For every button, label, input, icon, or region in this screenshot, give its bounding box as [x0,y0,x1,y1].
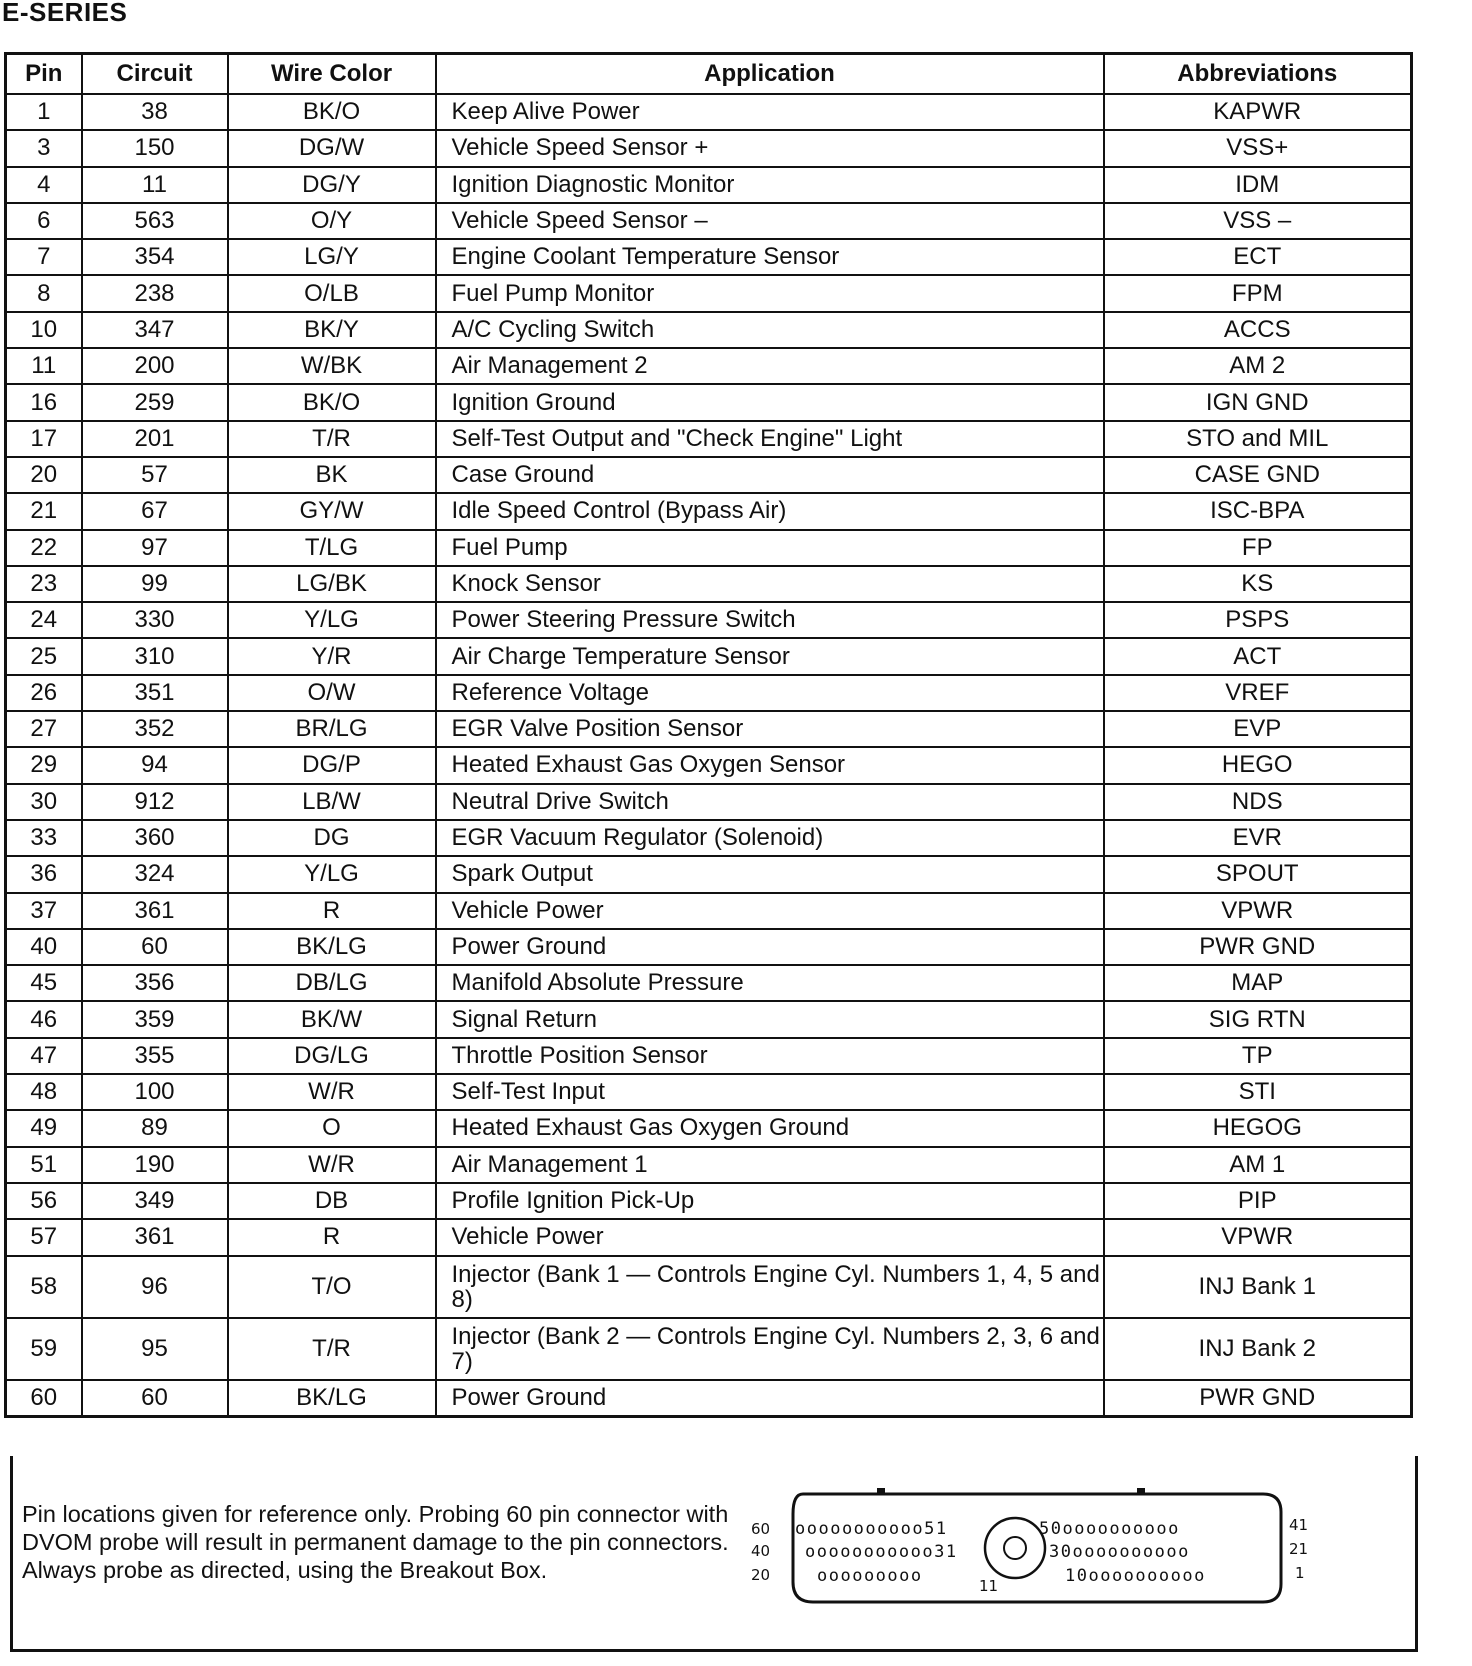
application-cell: Keep Alive Power [436,94,1104,130]
pin-cell: 17 [6,421,82,457]
header-pin: Pin [6,54,82,95]
table-row [6,1183,1412,1219]
pin-cell: 45 [6,965,82,1001]
application-cell: Air Management 1 [436,1147,1104,1183]
connector-latch-right [1137,1488,1145,1495]
circuit-cell: 100 [82,1074,228,1110]
table-header-row [6,54,1412,95]
pin-cell: 24 [6,602,82,638]
wire-color-cell: BK/LG [228,929,436,965]
abbreviation-cell: VREF [1104,675,1412,711]
circuit-cell: 150 [82,130,228,166]
application-cell: Case Ground [436,457,1104,493]
abbreviation-cell: SIG RTN [1104,1001,1412,1037]
abbreviation-cell: KAPWR [1104,94,1412,130]
wire-color-cell: LG/Y [228,239,436,275]
pin-cell: 46 [6,1001,82,1037]
table-row [6,1219,1412,1255]
table-row [6,784,1412,820]
header-abbreviations: Abbreviations [1104,54,1412,95]
table-row [6,566,1412,602]
abbreviation-cell: PIP [1104,1183,1412,1219]
wire-color-cell: DG/Y [228,167,436,203]
reference-note: Pin locations given for reference only. Probing 60 pin connector with DVOM probe will result in permanent damage to the pin connectors. Always probe as directed, using the Breakout Box. [22,1501,729,1583]
pin-cell: 4 [6,167,82,203]
wire-color-cell: T/R [228,1318,436,1380]
circuit-cell: 89 [82,1110,228,1146]
abbreviation-cell: VPWR [1104,1219,1412,1255]
wire-color-cell: DB/LG [228,965,436,1001]
pin-cell: 37 [6,893,82,929]
wire-color-cell: Y/LG [228,602,436,638]
table-row [6,421,1412,457]
pin-cell: 60 [6,1380,82,1417]
wire-color-cell: BK/O [228,94,436,130]
application-cell: Vehicle Power [436,893,1104,929]
wire-color-cell: BK/Y [228,312,436,348]
abbreviation-cell: ACCS [1104,312,1412,348]
connector-pin-row1-right: 50oooooooooo [1039,1519,1180,1539]
circuit-cell: 352 [82,711,228,747]
table-row [6,384,1412,420]
pin-cell: 36 [6,856,82,892]
wire-color-cell: LG/BK [228,566,436,602]
circuit-cell: 238 [82,275,228,311]
abbreviation-cell: PSPS [1104,602,1412,638]
abbreviation-cell: TP [1104,1038,1412,1074]
pinout-table [4,52,1413,1418]
application-cell: Throttle Position Sensor [436,1038,1104,1074]
application-cell: Signal Return [436,1001,1104,1037]
abbreviation-cell: VSS – [1104,203,1412,239]
circuit-cell: 57 [82,457,228,493]
circuit-cell: 310 [82,638,228,674]
wire-color-cell: DG [228,820,436,856]
circuit-cell: 349 [82,1183,228,1219]
connector-pin-row3-left: ooooooooo [817,1566,923,1586]
abbreviation-cell: SPOUT [1104,856,1412,892]
pin-cell: 58 [6,1256,82,1318]
application-cell: Idle Speed Control (Bypass Air) [436,493,1104,529]
circuit-cell: 201 [82,421,228,457]
pin-cell: 27 [6,711,82,747]
abbreviation-cell: CASE GND [1104,457,1412,493]
connector-pin-row3-right: 10oooooooooo [1065,1566,1206,1586]
wire-color-cell: BK [228,457,436,493]
wire-color-cell: Y/R [228,638,436,674]
connector-label-41: 41 [1289,1516,1309,1534]
header-wire-color: Wire Color [228,54,436,95]
circuit-cell: 356 [82,965,228,1001]
table-row [6,493,1412,529]
abbreviation-cell: FP [1104,530,1412,566]
pin-cell: 3 [6,130,82,166]
table-row [6,820,1412,856]
connector-label-60: 60 [751,1520,771,1538]
circuit-cell: 11 [82,167,228,203]
circuit-cell: 38 [82,94,228,130]
application-cell: Spark Output [436,856,1104,892]
pin-cell: 29 [6,747,82,783]
table-row [6,638,1412,674]
circuit-cell: 324 [82,856,228,892]
wire-color-cell: O/Y [228,203,436,239]
table-row [6,457,1412,493]
application-cell: Self-Test Output and "Check Engine" Light [436,421,1104,457]
pin-cell: 40 [6,929,82,965]
abbreviation-cell: FPM [1104,275,1412,311]
table-row [6,856,1412,892]
pin-cell: 6 [6,203,82,239]
application-cell: Power Steering Pressure Switch [436,602,1104,638]
abbreviation-cell: VSS+ [1104,130,1412,166]
pin-cell: 10 [6,312,82,348]
abbreviation-cell: HEGOG [1104,1110,1412,1146]
wire-color-cell: Y/LG [228,856,436,892]
wire-color-cell: O [228,1110,436,1146]
table-row [6,893,1412,929]
circuit-cell: 60 [82,1380,228,1417]
application-cell: Heated Exhaust Gas Oxygen Sensor [436,747,1104,783]
pin-cell: 47 [6,1038,82,1074]
application-cell: Injector (Bank 1 — Controls Engine Cyl. Numbers 1, 4, 5 and 8) [436,1256,1104,1318]
wire-color-cell: BK/W [228,1001,436,1037]
abbreviation-cell: PWR GND [1104,1380,1412,1417]
wire-color-cell: T/R [228,421,436,457]
circuit-cell: 330 [82,602,228,638]
pin-cell: 49 [6,1110,82,1146]
abbreviation-cell: ECT [1104,239,1412,275]
table-row [6,929,1412,965]
abbreviation-cell: MAP [1104,965,1412,1001]
pin-cell: 8 [6,275,82,311]
table-row [6,348,1412,384]
table-row [6,1110,1412,1146]
abbreviation-cell: INJ Bank 1 [1104,1256,1412,1318]
connector-label-40: 40 [751,1542,771,1560]
abbreviation-cell: INJ Bank 2 [1104,1318,1412,1380]
application-cell: Fuel Pump [436,530,1104,566]
pin-cell: 21 [6,493,82,529]
wire-color-cell: R [228,893,436,929]
circuit-cell: 563 [82,203,228,239]
circuit-cell: 200 [82,348,228,384]
table-row [6,130,1412,166]
table-row [6,1147,1412,1183]
application-cell: Air Management 2 [436,348,1104,384]
application-cell: Profile Ignition Pick-Up [436,1183,1104,1219]
circuit-cell: 361 [82,1219,228,1255]
pin-cell: 57 [6,1219,82,1255]
wire-color-cell: BK/O [228,384,436,420]
table-row [6,203,1412,239]
wire-color-cell: DG/P [228,747,436,783]
circuit-cell: 97 [82,530,228,566]
wire-color-cell: T/LG [228,530,436,566]
abbreviation-cell: AM 1 [1104,1147,1412,1183]
pin-cell: 16 [6,384,82,420]
application-cell: Power Ground [436,929,1104,965]
table-row [6,711,1412,747]
connector-label-21: 21 [1289,1540,1309,1558]
pin-cell: 25 [6,638,82,674]
table-row [6,1001,1412,1037]
application-cell: EGR Vacuum Regulator (Solenoid) [436,820,1104,856]
abbreviation-cell: VPWR [1104,893,1412,929]
circuit-cell: 94 [82,747,228,783]
application-cell: Vehicle Speed Sensor – [436,203,1104,239]
circuit-cell: 67 [82,493,228,529]
application-cell: Ignition Diagnostic Monitor [436,167,1104,203]
application-cell: Neutral Drive Switch [436,784,1104,820]
abbreviation-cell: EVP [1104,711,1412,747]
pin-cell: 23 [6,566,82,602]
abbreviation-cell: HEGO [1104,747,1412,783]
pin-cell: 22 [6,530,82,566]
page-title: E-SERIES [2,0,128,27]
application-cell: Heated Exhaust Gas Oxygen Ground [436,1110,1104,1146]
table-row [6,239,1412,275]
circuit-cell: 354 [82,239,228,275]
abbreviation-cell: IDM [1104,167,1412,203]
circuit-cell: 351 [82,675,228,711]
table-row [6,275,1412,311]
pin-cell: 51 [6,1147,82,1183]
table-row [6,965,1412,1001]
table-row [6,1074,1412,1110]
pin-cell: 59 [6,1318,82,1380]
connector-pin-row2-left: ooooooooooo31 [805,1542,958,1562]
wire-color-cell: DG/W [228,130,436,166]
table-row [6,602,1412,638]
wire-color-cell: DB [228,1183,436,1219]
circuit-cell: 60 [82,929,228,965]
wire-color-cell: DG/LG [228,1038,436,1074]
wire-color-cell: O/LB [228,275,436,311]
abbreviation-cell: KS [1104,566,1412,602]
circuit-cell: 95 [82,1318,228,1380]
connector-latch-left [877,1488,885,1495]
connector-pin-row1-left: ooooooooooo51 [795,1519,948,1539]
circuit-cell: 99 [82,566,228,602]
connector-center-bolt-outer [985,1518,1045,1578]
header-circuit: Circuit [82,54,228,95]
pin-cell: 7 [6,239,82,275]
application-cell: Knock Sensor [436,566,1104,602]
footer-panel [10,1456,1418,1652]
application-cell: Fuel Pump Monitor [436,275,1104,311]
abbreviation-cell: ISC-BPA [1104,493,1412,529]
circuit-cell: 190 [82,1147,228,1183]
abbreviation-cell: PWR GND [1104,929,1412,965]
table-row [6,747,1412,783]
abbreviation-cell: ACT [1104,638,1412,674]
abbreviation-cell: AM 2 [1104,348,1412,384]
circuit-cell: 96 [82,1256,228,1318]
pin-cell: 20 [6,457,82,493]
pin-cell: 48 [6,1074,82,1110]
application-cell: Air Charge Temperature Sensor [436,638,1104,674]
abbreviation-cell: EVR [1104,820,1412,856]
table-row [6,312,1412,348]
wire-color-cell: O/W [228,675,436,711]
application-cell: Self-Test Input [436,1074,1104,1110]
circuit-cell: 361 [82,893,228,929]
circuit-cell: 360 [82,820,228,856]
application-cell: Vehicle Speed Sensor + [436,130,1104,166]
table-row [6,530,1412,566]
circuit-cell: 355 [82,1038,228,1074]
pin-cell: 1 [6,94,82,130]
header-application: Application [436,54,1104,95]
abbreviation-cell: STI [1104,1074,1412,1110]
wire-color-cell: GY/W [228,493,436,529]
connector-pin-row2-right: 30oooooooooo [1049,1542,1190,1562]
abbreviation-cell: NDS [1104,784,1412,820]
abbreviation-cell: IGN GND [1104,384,1412,420]
application-cell: Reference Voltage [436,675,1104,711]
connector-pin-11-label: 11 [979,1577,999,1595]
application-cell: Power Ground [436,1380,1104,1417]
circuit-cell: 912 [82,784,228,820]
connector-label-20: 20 [751,1566,771,1584]
abbreviation-cell: STO and MIL [1104,421,1412,457]
wire-color-cell: R [228,1219,436,1255]
wire-color-cell: T/O [228,1256,436,1318]
connector-label-1: 1 [1295,1564,1305,1582]
table-row [6,1318,1412,1380]
application-cell: Vehicle Power [436,1219,1104,1255]
application-cell: Engine Coolant Temperature Sensor [436,239,1104,275]
application-cell: Manifold Absolute Pressure [436,965,1104,1001]
wire-color-cell: W/R [228,1147,436,1183]
table-row [6,1380,1412,1417]
pin-cell: 56 [6,1183,82,1219]
wire-color-cell: LB/W [228,784,436,820]
pin-cell: 11 [6,348,82,384]
circuit-cell: 347 [82,312,228,348]
pin-cell: 33 [6,820,82,856]
table-row [6,675,1412,711]
table-row [6,1038,1412,1074]
application-cell: Ignition Ground [436,384,1104,420]
application-cell: A/C Cycling Switch [436,312,1104,348]
pin-cell: 30 [6,784,82,820]
wire-color-cell: W/BK [228,348,436,384]
table-row [6,1256,1412,1318]
wire-color-cell: BR/LG [228,711,436,747]
connector-diagram [751,1494,1343,1624]
table-row [6,167,1412,203]
application-cell: Injector (Bank 2 — Controls Engine Cyl. Numbers 2, 3, 6 and 7) [436,1318,1104,1380]
circuit-cell: 359 [82,1001,228,1037]
wire-color-cell: W/R [228,1074,436,1110]
wire-color-cell: BK/LG [228,1380,436,1417]
table-row [6,94,1412,130]
application-cell: EGR Valve Position Sensor [436,711,1104,747]
pin-cell: 26 [6,675,82,711]
circuit-cell: 259 [82,384,228,420]
